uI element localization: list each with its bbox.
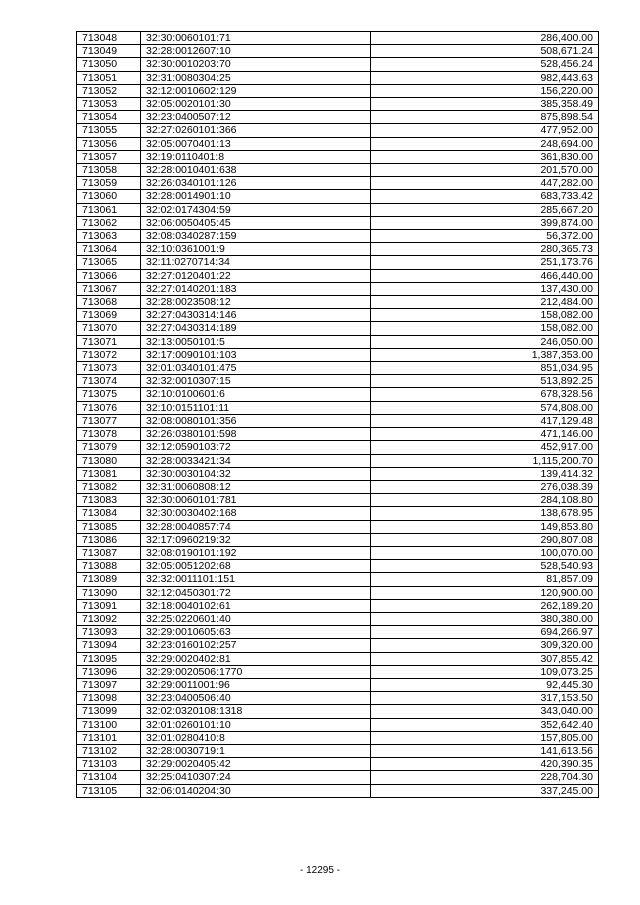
amount-cell: 212,484.00 (371, 296, 599, 309)
record-id-cell: 713078 (77, 428, 141, 441)
cadastral-number-cell: 32:01:0260101:10 (141, 718, 371, 731)
cadastral-number-cell: 32:08:0340287:159 (141, 230, 371, 243)
table-row (77, 678, 599, 691)
cadastral-number-cell: 32:28:0012607:10 (141, 45, 371, 58)
amount-cell: 139,414.32 (371, 467, 599, 480)
record-id-cell: 713104 (77, 771, 141, 784)
amount-cell: 513,892.25 (371, 375, 599, 388)
table-row (77, 586, 599, 599)
record-id-cell: 713105 (77, 784, 141, 797)
cadastral-number-cell: 32:19:0110401:8 (141, 150, 371, 163)
table-row (77, 401, 599, 414)
cadastral-number-cell: 32:08:0080101:356 (141, 414, 371, 427)
record-id-cell: 713052 (77, 84, 141, 97)
cadastral-number-cell: 32:13:0050101:5 (141, 335, 371, 348)
cadastral-number-cell: 32:27:0430314:189 (141, 322, 371, 335)
amount-cell: 417,129.48 (371, 414, 599, 427)
amount-cell: 477,952.00 (371, 124, 599, 137)
cadastral-number-cell: 32:05:0051202:68 (141, 560, 371, 573)
amount-cell: 138,678.95 (371, 507, 599, 520)
amount-cell: 678,328.56 (371, 388, 599, 401)
table-row (77, 45, 599, 58)
record-id-cell: 713065 (77, 256, 141, 269)
cadastral-number-cell: 32:17:0960219:32 (141, 533, 371, 546)
table-row (77, 546, 599, 559)
record-id-cell: 713048 (77, 32, 141, 45)
cadastral-number-cell: 32:29:0020405:42 (141, 758, 371, 771)
record-id-cell: 713061 (77, 203, 141, 216)
record-id-cell: 713051 (77, 71, 141, 84)
amount-cell: 466,440.00 (371, 269, 599, 282)
amount-cell: 851,034.95 (371, 362, 599, 375)
cadastral-number-cell: 32:01:0340101:475 (141, 362, 371, 375)
amount-cell: 399,874.00 (371, 216, 599, 229)
cadastral-number-cell: 32:27:0260101:366 (141, 124, 371, 137)
amount-cell: 201,570.00 (371, 164, 599, 177)
record-id-cell: 713076 (77, 401, 141, 414)
amount-cell: 307,855.42 (371, 652, 599, 665)
record-id-cell: 713096 (77, 665, 141, 678)
amount-cell: 141,613.56 (371, 744, 599, 757)
cadastral-number-cell: 32:30:0060101:781 (141, 494, 371, 507)
record-id-cell: 713053 (77, 98, 141, 111)
record-id-cell: 713077 (77, 414, 141, 427)
amount-cell: 1,115,200.70 (371, 454, 599, 467)
record-id-cell: 713082 (77, 480, 141, 493)
amount-cell: 420,390.35 (371, 758, 599, 771)
table-row (77, 758, 599, 771)
records-table (76, 31, 599, 798)
table-row (77, 639, 599, 652)
amount-cell: 1,387,353.00 (371, 348, 599, 361)
amount-cell: 251,173.76 (371, 256, 599, 269)
record-id-cell: 713101 (77, 731, 141, 744)
record-id-cell: 713063 (77, 230, 141, 243)
record-id-cell: 713100 (77, 718, 141, 731)
table-row (77, 731, 599, 744)
table-row (77, 256, 599, 269)
amount-cell: 385,358.49 (371, 98, 599, 111)
table-row (77, 282, 599, 295)
amount-cell: 276,038.39 (371, 480, 599, 493)
cadastral-number-cell: 32:23:0400506:40 (141, 692, 371, 705)
record-id-cell: 713064 (77, 243, 141, 256)
table-row (77, 322, 599, 335)
amount-cell: 92,445.30 (371, 678, 599, 691)
cadastral-number-cell: 32:29:0020506:1770 (141, 665, 371, 678)
cadastral-number-cell: 32:26:0340101:126 (141, 177, 371, 190)
record-id-cell: 713050 (77, 58, 141, 71)
amount-cell: 352,642.40 (371, 718, 599, 731)
record-id-cell: 713054 (77, 111, 141, 124)
table-row (77, 414, 599, 427)
table-row (77, 243, 599, 256)
record-id-cell: 713088 (77, 560, 141, 573)
amount-cell: 875,898.54 (371, 111, 599, 124)
amount-cell: 262,189.20 (371, 599, 599, 612)
record-id-cell: 713080 (77, 454, 141, 467)
amount-cell: 158,082.00 (371, 309, 599, 322)
cadastral-number-cell: 32:28:0033421:34 (141, 454, 371, 467)
table-row (77, 203, 599, 216)
amount-cell: 120,900.00 (371, 586, 599, 599)
record-id-cell: 713062 (77, 216, 141, 229)
amount-cell: 694,266.97 (371, 626, 599, 639)
amount-cell: 286,400.00 (371, 32, 599, 45)
table-row (77, 744, 599, 757)
table-row (77, 230, 599, 243)
amount-cell: 149,853.80 (371, 520, 599, 533)
cadastral-number-cell: 32:05:0070401:13 (141, 137, 371, 150)
table-row (77, 784, 599, 797)
cadastral-number-cell: 32:06:0140204:30 (141, 784, 371, 797)
cadastral-number-cell: 32:23:0160102:257 (141, 639, 371, 652)
amount-cell: 447,282.00 (371, 177, 599, 190)
record-id-cell: 713083 (77, 494, 141, 507)
cadastral-number-cell: 32:30:0030402:168 (141, 507, 371, 520)
amount-cell: 982,443.63 (371, 71, 599, 84)
cadastral-number-cell: 32:08:0190101:192 (141, 546, 371, 559)
table-row (77, 348, 599, 361)
amount-cell: 528,456.24 (371, 58, 599, 71)
table-row (77, 480, 599, 493)
record-id-cell: 713069 (77, 309, 141, 322)
page-number: - 12295 - (299, 865, 341, 876)
record-id-cell: 713070 (77, 322, 141, 335)
record-id-cell: 713090 (77, 586, 141, 599)
amount-cell: 337,245.00 (371, 784, 599, 797)
record-id-cell: 713067 (77, 282, 141, 295)
amount-cell: 137,430.00 (371, 282, 599, 295)
cadastral-number-cell: 32:30:0060101:71 (141, 32, 371, 45)
amount-cell: 528,540.93 (371, 560, 599, 573)
record-id-cell: 713073 (77, 362, 141, 375)
record-id-cell: 713089 (77, 573, 141, 586)
table-row (77, 560, 599, 573)
amount-cell: 56,372.00 (371, 230, 599, 243)
amount-cell: 158,082.00 (371, 322, 599, 335)
table-row (77, 84, 599, 97)
table-row (77, 124, 599, 137)
record-id-cell: 713081 (77, 467, 141, 480)
record-id-cell: 713095 (77, 652, 141, 665)
cadastral-number-cell: 32:05:0020101:30 (141, 98, 371, 111)
amount-cell: 284,108.80 (371, 494, 599, 507)
record-id-cell: 713098 (77, 692, 141, 705)
table-row (77, 98, 599, 111)
record-id-cell: 713097 (77, 678, 141, 691)
table-row (77, 428, 599, 441)
record-id-cell: 713058 (77, 164, 141, 177)
amount-cell: 285,667.20 (371, 203, 599, 216)
record-id-cell: 713092 (77, 612, 141, 625)
record-id-cell: 713099 (77, 705, 141, 718)
table-row (77, 177, 599, 190)
table-row (77, 612, 599, 625)
amount-cell: 317,153.50 (371, 692, 599, 705)
record-id-cell: 713072 (77, 348, 141, 361)
amount-cell: 81,857.09 (371, 573, 599, 586)
cadastral-number-cell: 32:32:0010307:15 (141, 375, 371, 388)
record-id-cell: 713068 (77, 296, 141, 309)
cadastral-number-cell: 32:28:0014901:10 (141, 190, 371, 203)
cadastral-number-cell: 32:02:0320108:1318 (141, 705, 371, 718)
cadastral-number-cell: 32:11:0270714:34 (141, 256, 371, 269)
cadastral-number-cell: 32:26:0380101:598 (141, 428, 371, 441)
record-id-cell: 713059 (77, 177, 141, 190)
cadastral-number-cell: 32:12:0590103:72 (141, 441, 371, 454)
cadastral-number-cell: 32:27:0120401:22 (141, 269, 371, 282)
table-row (77, 58, 599, 71)
cadastral-number-cell: 32:28:0010401:638 (141, 164, 371, 177)
record-id-cell: 713085 (77, 520, 141, 533)
record-id-cell: 713060 (77, 190, 141, 203)
record-id-cell: 713071 (77, 335, 141, 348)
cadastral-number-cell: 32:32:0011101:151 (141, 573, 371, 586)
table-row (77, 520, 599, 533)
table-row (77, 494, 599, 507)
record-id-cell: 713056 (77, 137, 141, 150)
record-id-cell: 713102 (77, 744, 141, 757)
record-id-cell: 713066 (77, 269, 141, 282)
record-id-cell: 713055 (77, 124, 141, 137)
record-id-cell: 713086 (77, 533, 141, 546)
amount-cell: 100,070.00 (371, 546, 599, 559)
table-row (77, 111, 599, 124)
table-row (77, 150, 599, 163)
cadastral-number-cell: 32:31:0080304:25 (141, 71, 371, 84)
cadastral-number-cell: 32:01:0280410:8 (141, 731, 371, 744)
table-row (77, 573, 599, 586)
record-id-cell: 713057 (77, 150, 141, 163)
amount-cell: 361,830.00 (371, 150, 599, 163)
table-row (77, 335, 599, 348)
table-row (77, 388, 599, 401)
table-row (77, 269, 599, 282)
records-table-body (77, 32, 599, 798)
amount-cell: 471,146.00 (371, 428, 599, 441)
cadastral-number-cell: 32:30:0010203:70 (141, 58, 371, 71)
record-id-cell: 713094 (77, 639, 141, 652)
cadastral-number-cell: 32:12:0450301:72 (141, 586, 371, 599)
table-row (77, 296, 599, 309)
cadastral-number-cell: 32:29:0011001:96 (141, 678, 371, 691)
amount-cell: 109,073.25 (371, 665, 599, 678)
cadastral-number-cell: 32:27:0140201:183 (141, 282, 371, 295)
table-row (77, 533, 599, 546)
cadastral-number-cell: 32:02:0174304:59 (141, 203, 371, 216)
amount-cell: 156,220.00 (371, 84, 599, 97)
cadastral-number-cell: 32:10:0151101:11 (141, 401, 371, 414)
table-row (77, 454, 599, 467)
cadastral-number-cell: 32:10:0361001:9 (141, 243, 371, 256)
amount-cell: 380,380.00 (371, 612, 599, 625)
amount-cell: 246,050.00 (371, 335, 599, 348)
table-row (77, 692, 599, 705)
table-row (77, 507, 599, 520)
table-row (77, 771, 599, 784)
amount-cell: 290,807.08 (371, 533, 599, 546)
record-id-cell: 713087 (77, 546, 141, 559)
amount-cell: 309,320.00 (371, 639, 599, 652)
cadastral-number-cell: 32:28:0023508:12 (141, 296, 371, 309)
amount-cell: 508,671.24 (371, 45, 599, 58)
record-id-cell: 713093 (77, 626, 141, 639)
cadastral-number-cell: 32:29:0010605:63 (141, 626, 371, 639)
cadastral-number-cell: 32:18:0040102:61 (141, 599, 371, 612)
table-row (77, 652, 599, 665)
table-row (77, 626, 599, 639)
cadastral-number-cell: 32:25:0220601:40 (141, 612, 371, 625)
record-id-cell: 713075 (77, 388, 141, 401)
amount-cell: 343,040.00 (371, 705, 599, 718)
cadastral-number-cell: 32:28:0030719:1 (141, 744, 371, 757)
amount-cell: 157,805.00 (371, 731, 599, 744)
cadastral-number-cell: 32:23:0400507:12 (141, 111, 371, 124)
table-row (77, 467, 599, 480)
cadastral-number-cell: 32:29:0020402:81 (141, 652, 371, 665)
amount-cell: 452,917.00 (371, 441, 599, 454)
record-id-cell: 713103 (77, 758, 141, 771)
table-row (77, 665, 599, 678)
table-row (77, 137, 599, 150)
table-row (77, 705, 599, 718)
table-row (77, 164, 599, 177)
table-row (77, 718, 599, 731)
record-id-cell: 713079 (77, 441, 141, 454)
table-row (77, 599, 599, 612)
table-row (77, 32, 599, 45)
table-row (77, 216, 599, 229)
cadastral-number-cell: 32:06:0050405:45 (141, 216, 371, 229)
record-id-cell: 713074 (77, 375, 141, 388)
cadastral-number-cell: 32:27:0430314:146 (141, 309, 371, 322)
amount-cell: 683,733.42 (371, 190, 599, 203)
record-id-cell: 713049 (77, 45, 141, 58)
table-row (77, 71, 599, 84)
amount-cell: 228,704.30 (371, 771, 599, 784)
table-row (77, 375, 599, 388)
records-sheet (76, 31, 598, 798)
record-id-cell: 713091 (77, 599, 141, 612)
table-row (77, 309, 599, 322)
cadastral-number-cell: 32:12:0010602:129 (141, 84, 371, 97)
amount-cell: 248,694.00 (371, 137, 599, 150)
cadastral-number-cell: 32:31:0060808:12 (141, 480, 371, 493)
cadastral-number-cell: 32:30:0030104:32 (141, 467, 371, 480)
table-row (77, 362, 599, 375)
cadastral-number-cell: 32:28:0040857:74 (141, 520, 371, 533)
amount-cell: 280,365.73 (371, 243, 599, 256)
cadastral-number-cell: 32:10:0100601:6 (141, 388, 371, 401)
cadastral-number-cell: 32:25:0410307:24 (141, 771, 371, 784)
amount-cell: 574,808.00 (371, 401, 599, 414)
table-row (77, 441, 599, 454)
cadastral-number-cell: 32:17:0090101:103 (141, 348, 371, 361)
record-id-cell: 713084 (77, 507, 141, 520)
table-row (77, 190, 599, 203)
